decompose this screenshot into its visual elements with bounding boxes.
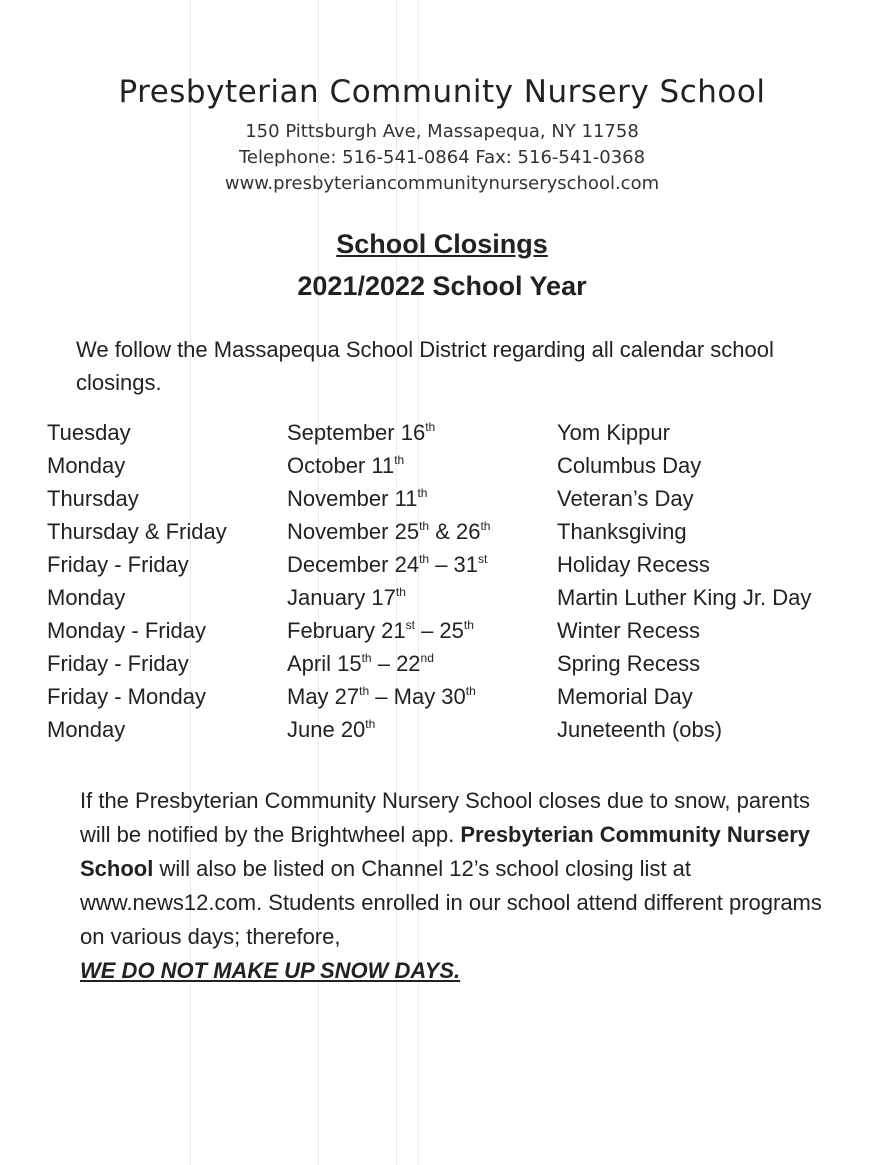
closing-row bbox=[0, 453, 884, 486]
ordinal-suffix: th bbox=[419, 552, 430, 566]
ordinal-suffix: th bbox=[465, 684, 476, 698]
ordinal-suffix: th bbox=[361, 651, 372, 665]
closing-holiday: Holiday Recess bbox=[557, 552, 710, 577]
school-name: Presbyterian Community Nursery School bbox=[118, 74, 766, 110]
snow-policy-part1: If the Presbyterian Community Nursery School closes due to snow, parents will be notified by the Brightwheel app. bbox=[80, 788, 811, 847]
closing-holiday: Columbus Day bbox=[557, 453, 702, 478]
ordinal-suffix: th bbox=[419, 519, 430, 533]
closing-date: November 25th & 26th bbox=[287, 519, 491, 544]
closing-row bbox=[0, 420, 884, 453]
school-year: 2021/2022 School Year bbox=[297, 271, 587, 301]
closing-date: May 27th – May 30th bbox=[287, 684, 476, 709]
closing-row bbox=[0, 486, 884, 519]
ordinal-suffix: st bbox=[478, 552, 488, 566]
closing-holiday: Spring Recess bbox=[557, 651, 701, 676]
closing-date: April 15th – 22nd bbox=[287, 651, 434, 676]
closing-row bbox=[0, 684, 884, 717]
closing-day: Tuesday bbox=[47, 420, 131, 445]
closing-day: Monday - Friday bbox=[47, 618, 206, 643]
page-title bbox=[0, 229, 884, 260]
snow-policy-school-name: Presbyterian Community Nursery School bbox=[80, 822, 811, 881]
snow-policy bbox=[80, 784, 840, 988]
closing-date: January 17th bbox=[287, 585, 406, 610]
school-address: 150 Pittsburgh Ave, Massapequa, NY 11758 bbox=[245, 121, 639, 142]
closing-row bbox=[0, 519, 884, 552]
ordinal-suffix: th bbox=[417, 486, 428, 500]
page-title-text: School Closings bbox=[336, 229, 548, 259]
closing-row bbox=[0, 585, 884, 618]
ordinal-suffix: st bbox=[405, 618, 415, 632]
closing-day: Friday - Monday bbox=[47, 684, 206, 709]
school-phone-fax: Telephone: 516-541-0864 Fax: 516-541-0368 bbox=[238, 147, 646, 168]
closing-holiday: Juneteenth (obs) bbox=[557, 717, 723, 742]
closing-holiday: Martin Luther King Jr. Day bbox=[557, 585, 812, 610]
school-website: www.presbyteriancommunitynurseryschool.com bbox=[224, 173, 660, 194]
closing-holiday: Memorial Day bbox=[557, 684, 693, 709]
closing-holiday: Winter Recess bbox=[557, 618, 701, 643]
closing-holiday: Veteran’s Day bbox=[557, 486, 694, 511]
ordinal-suffix: th bbox=[480, 519, 491, 533]
closing-holiday: Yom Kippur bbox=[557, 420, 670, 445]
ordinal-suffix: th bbox=[365, 717, 376, 731]
closing-row bbox=[0, 618, 884, 651]
closing-row bbox=[0, 651, 884, 684]
snow-days-warning: WE DO NOT MAKE UP SNOW DAYS. bbox=[80, 958, 461, 983]
closing-day: Monday bbox=[47, 453, 126, 478]
closing-holiday: Thanksgiving bbox=[557, 519, 687, 544]
intro-text: We follow the Massapequa School District regarding all calendar school closings. bbox=[76, 337, 774, 395]
closing-day: Friday - Friday bbox=[47, 651, 189, 676]
closing-date: September 16th bbox=[287, 420, 436, 445]
ordinal-suffix: nd bbox=[420, 651, 434, 665]
closing-date: December 24th – 31st bbox=[287, 552, 488, 577]
ordinal-suffix: th bbox=[394, 453, 405, 467]
ordinal-suffix: th bbox=[425, 420, 436, 434]
closing-day: Thursday bbox=[47, 486, 139, 511]
closing-date: November 11th bbox=[287, 486, 428, 511]
snow-policy-part2: will also be listed on Channel 12’s school closing list at www.news12.com. Students enrolled in our school attend different programs on various days; therefore, bbox=[80, 856, 822, 949]
closing-date: June 20th bbox=[287, 717, 376, 742]
closing-row bbox=[0, 717, 884, 750]
closing-row bbox=[0, 552, 884, 585]
closing-day: Monday bbox=[47, 585, 126, 610]
ordinal-suffix: th bbox=[463, 618, 474, 632]
closing-day: Thursday & Friday bbox=[47, 519, 227, 544]
closing-date: February 21st – 25th bbox=[287, 618, 474, 643]
ordinal-suffix: th bbox=[359, 684, 370, 698]
ordinal-suffix: th bbox=[395, 585, 406, 599]
closing-day: Friday - Friday bbox=[47, 552, 189, 577]
closing-day: Monday bbox=[47, 717, 126, 742]
closing-date: October 11th bbox=[287, 453, 405, 478]
